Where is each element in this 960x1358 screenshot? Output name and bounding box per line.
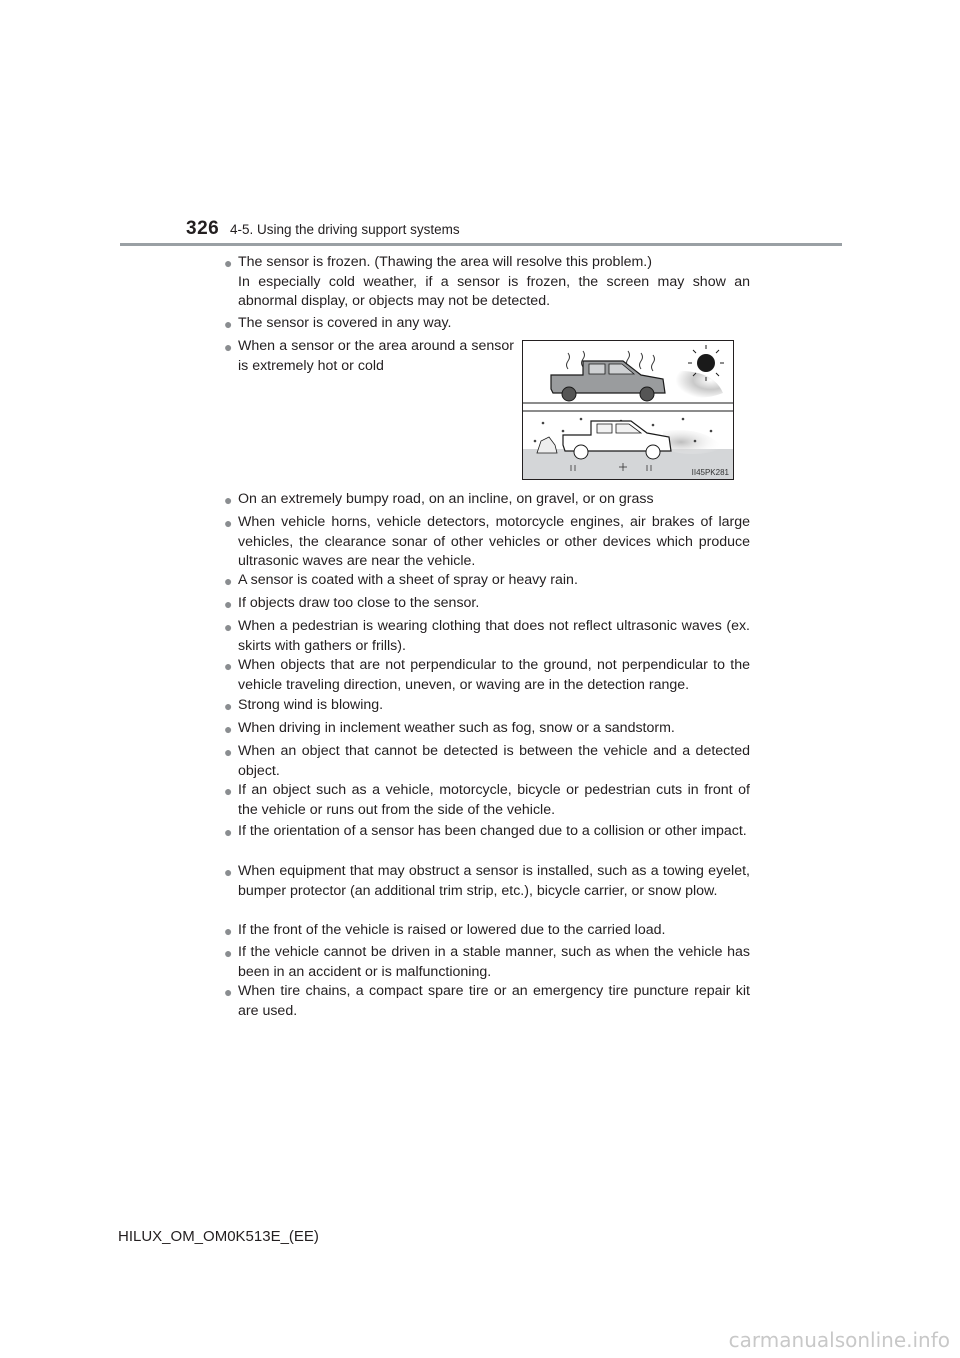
- list-item-frozen: [224, 253, 750, 312]
- list-item-text: When tire chains, a compact spare tire or an emergency tire puncture repair kit are used.: [238, 983, 750, 1019]
- list-item-clothing: [224, 617, 750, 656]
- list-item-text: If an object such as a vehicle, motorcycle, bicycle or pedestrian cuts in front of the vehicle or runs out from the side of the vehicle.: [238, 782, 750, 818]
- figure-code: II45PK281: [691, 468, 729, 477]
- list-item-text: When driving in inclement weather such as fog, snow or a sandstorm.: [238, 720, 675, 736]
- page-header: [0, 0, 960, 250]
- bullet-icon: ●: [224, 339, 233, 355]
- bullet-icon: ●: [224, 316, 233, 332]
- list-item-between: [224, 742, 750, 781]
- list-item-text: When equipment that may obstruct a sensor is installed, such as a towing eyelet, bumper protector (an additional trim strip, etc.), bicycle carrier, or snow plow.: [238, 863, 750, 899]
- list-item-bumpy: [224, 490, 750, 510]
- list-item-text: A sensor is coated with a sheet of spray or heavy rain.: [238, 572, 578, 588]
- bullet-icon: ●: [224, 698, 233, 714]
- list-item-weather: [224, 719, 750, 739]
- hot-scene: [523, 345, 733, 403]
- list-item-text: If the front of the vehicle is raised or lowered due to the carried load.: [238, 922, 666, 938]
- list-item-horns: [224, 513, 750, 572]
- illustration-hot-cold-vehicles: [522, 340, 734, 480]
- list-item-spray: [224, 571, 750, 591]
- list-item-text: When vehicle horns, vehicle detectors, motorcycle engines, air brakes of large vehicles, the clearance sonar of other vehicles or other devices which produce ultrasonic waves are near the vehicle.: [238, 514, 750, 569]
- bullet-icon: ●: [224, 619, 233, 635]
- list-item-text: The sensor is frozen. (Thawing the area will resolve this problem.) In especially cold weather, if a sensor is frozen, the screen may show an abnormal display, or objects may not be detected.: [238, 254, 750, 309]
- bullet-icon: ●: [224, 658, 233, 674]
- list-item-unstable: [224, 943, 750, 982]
- header-divider: [120, 243, 842, 246]
- list-item-too-close: [224, 594, 750, 614]
- list-item-text: The sensor is covered in any way.: [238, 315, 452, 331]
- list-item-covered: [224, 314, 750, 334]
- bullet-icon: ●: [224, 573, 233, 589]
- bullet-icon: ●: [224, 984, 233, 1000]
- bullet-icon: ●: [224, 255, 233, 271]
- list-item-text: Strong wind is blowing.: [238, 697, 384, 713]
- list-item-wind: [224, 696, 750, 716]
- list-item-text: If the orientation of a sensor has been changed due to a collision or other impact.: [238, 823, 747, 839]
- section-title: 4-5. Using the driving support systems: [230, 222, 460, 237]
- list-item-text: When objects that are not perpendicular to the ground, not perpendicular to the vehicle traveling direction, uneven, or waving are in the detection range.: [238, 657, 750, 693]
- list-item-text: If objects draw too close to the sensor.: [238, 595, 480, 611]
- list-item-text: If the vehicle cannot be driven in a stable manner, such as when the vehicle has been in an accident or is malfunctioning.: [238, 944, 750, 980]
- bullet-icon: ●: [224, 783, 233, 799]
- list-item-text: When a sensor or the area around a sensor is extremely hot or cold: [238, 338, 514, 374]
- list-item-text: When an object that cannot be detected is between the vehicle and a detected object.: [238, 743, 750, 779]
- bullet-icon: ●: [224, 596, 233, 612]
- list-item-raised: [224, 921, 750, 941]
- list-item-text: When a pedestrian is wearing clothing that does not reflect ultrasonic waves (ex. skirts with gathers or frills).: [238, 618, 750, 654]
- bullet-icon: ●: [224, 923, 233, 939]
- list-item-orientation: [224, 822, 750, 842]
- page-number: 326: [186, 218, 220, 239]
- bullet-icon: ●: [224, 864, 233, 880]
- bullet-icon: ●: [224, 515, 233, 531]
- list-item-not-perpendicular: [224, 656, 750, 695]
- list-item-equipment: [224, 862, 750, 901]
- list-item-text: On an extremely bumpy road, on an incline, on gravel, or on grass: [238, 491, 654, 507]
- list-item-hot-cold: [224, 337, 514, 376]
- footer-doc-code: HILUX_OM_OM0K513E_(EE): [118, 1228, 319, 1245]
- list-item-cuts-in: [224, 781, 750, 820]
- bullet-icon: ●: [224, 492, 233, 508]
- bullet-icon: ●: [224, 945, 233, 961]
- bullet-icon: ●: [224, 721, 233, 737]
- list-item-tire-chains: [224, 982, 750, 1021]
- watermark: carmanualsonline.info: [728, 1328, 950, 1352]
- bullet-icon: ●: [224, 744, 233, 760]
- bullet-icon: ●: [224, 824, 233, 840]
